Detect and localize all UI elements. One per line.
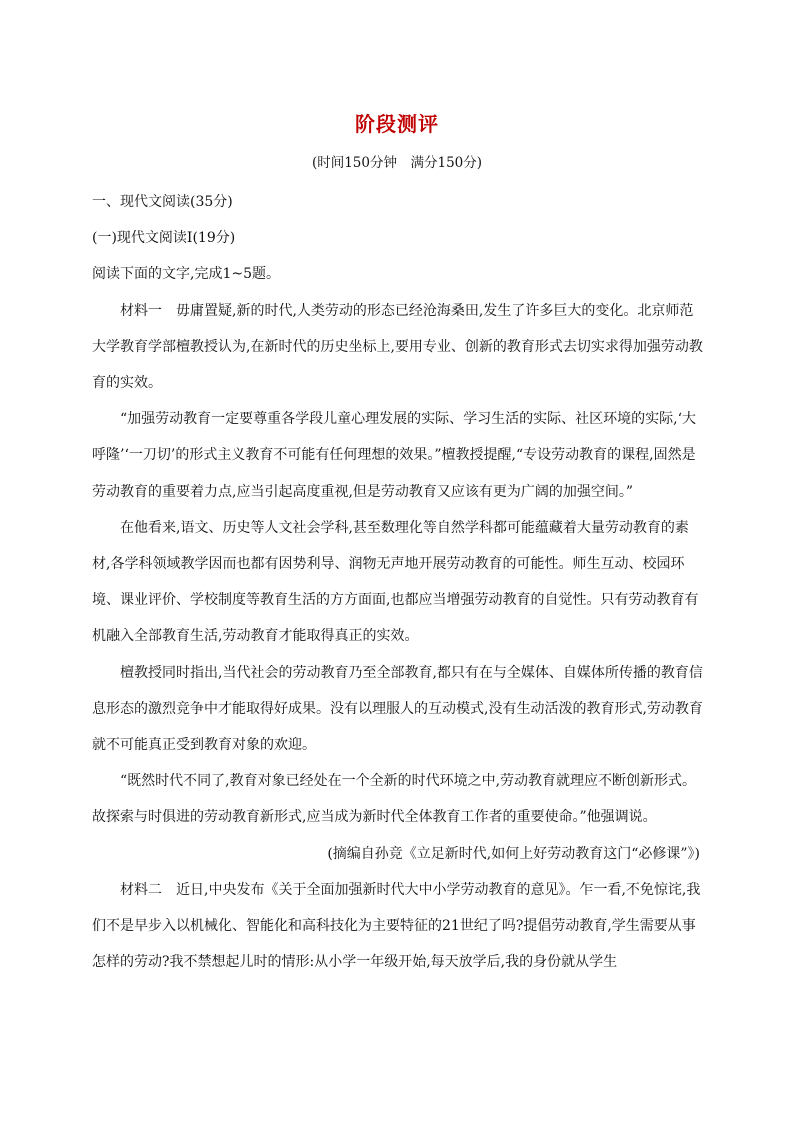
document-body	[92, 184, 706, 980]
paragraph-material-2: 材料二 近日,中央发布《关于全面加强新时代大中小学劳动教育的意见》。乍一看,不免惊诧,我们不是早步入以机械化、智能化和高科技化为主要特征的21世纪了吗?提倡劳动教育,学生需要从事怎样的劳动?我不禁想起儿时的情形:从小学一年级开始,每天放学后,我的身份就从学生	[92, 881, 701, 971]
exam-time-score: (时间150分钟 满分150分)	[311, 155, 483, 171]
paragraph-quote-1: “加强劳动教育一定要尊重各学段儿童心理发展的实际、学习生活的实际、社区环境的实际,‘大呼隆’‘一刀切’的形式主义教育不可能有任何理想的效果。”檀教授提醒,“专设劳动教育的课程,固然是劳动教育的重要着力点,应当引起高度重视,但是劳动教育又应该有更为广阔的加强空间。”	[92, 411, 697, 500]
paragraph-material-1: 材料一 毋庸置疑,新的时代,人类劳动的形态已经沧海桑田,发生了许多巨大的变化。北京师范大学教育学部檀教授认为,在新时代的历史坐标上,要用专业、创新的教育形式去切实求得加强劳动教育的实效。	[92, 302, 703, 392]
paragraph-body-2: 檀教授同时指出,当代社会的劳动教育乃至全部教育,都只有在与全媒体、自媒体所传播的教育信息形态的激烈竞争中才能取得好成果。没有以理服人的互动模式,没有生动活泼的教育形式,劳动教育就不可能真正受到教育对象的欢迎。	[92, 664, 703, 754]
reading-instruction: 阅读下面的文字,完成1~5题。	[92, 266, 280, 283]
section-heading: 一、现代文阅读(35分)	[92, 194, 233, 210]
source-citation: (摘编自孙竞《立足新时代,如何上好劳动教育这门“必修课”》)	[327, 845, 700, 862]
subsection-heading: (一)现代文阅读Ⅰ(19分)	[92, 230, 236, 247]
paragraph-body-1: 在他看来,语文、历史等人文社会学科,甚至数理化等自然学科都可能蕴藏着大量劳动教育的素材,各学科领域教学因而也都有因势利导、润物无声地开展劳动教育的可能性。师生互动、校园环境、课业评价、学校制度等教育生活的方方面面,也都应当增强劳动教育的自觉性。只有劳动教育有机融入全部教育生活,劳动教育才能取得真正的实效。	[92, 519, 699, 645]
page-title: 阶段测评	[355, 112, 439, 136]
paragraph-quote-2: “既然时代不同了,教育对象已经处在一个全新的时代环境之中,劳动教育就理应不断创新形式。故探索与时俱进的劳动教育新形式,应当成为新时代全体教育工作者的重要使命。”他强调说。	[92, 773, 697, 826]
